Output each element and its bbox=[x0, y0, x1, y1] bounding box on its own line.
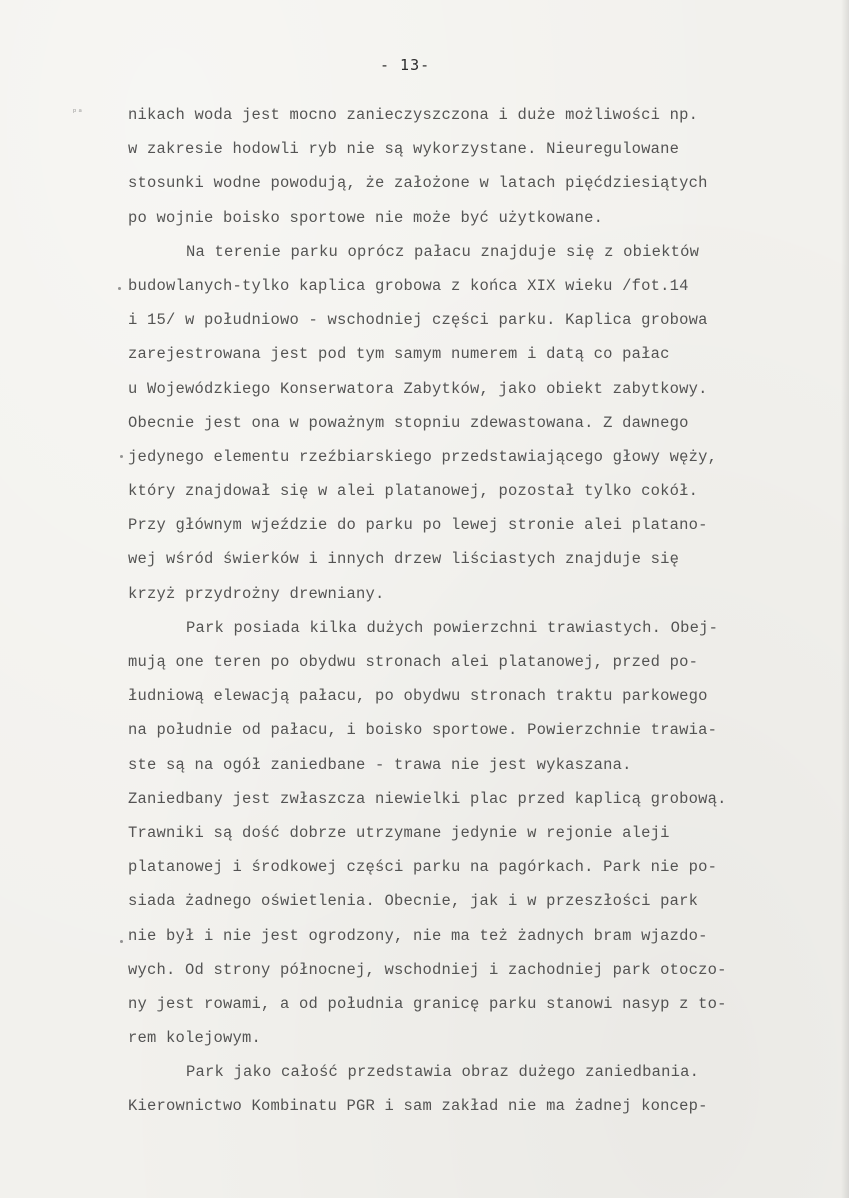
text-line: rem kolejowym. bbox=[128, 1029, 262, 1048]
text-line: Trawniki są dość dobrze utrzymane jedynie w rejonie aleji bbox=[128, 823, 670, 842]
text-line: jedynego elementu rzeźbiarskiego przedstawiającego głowy węży, bbox=[128, 447, 718, 466]
text-line: nie był i nie jest ogrodzony, nie ma też żadnych bram wjazdo- bbox=[128, 926, 708, 945]
margin-note: ᵖᵃ bbox=[72, 108, 83, 118]
text-line: wej wśród świerków i innych drzew liściastych znajduje się bbox=[128, 550, 680, 569]
text-line: po wojnie boisko sportowe nie może być użytkowane. bbox=[128, 208, 604, 227]
text-line: mują one teren po obydwu stronach alei platanowej, przed po- bbox=[128, 653, 699, 671]
text-line: Zaniedbany jest zwłaszcza niewielki plac przed kaplicą grobową. bbox=[128, 789, 727, 808]
text-line: ny jest rowami, a od południa granicę parku stanowi nasyp z to- bbox=[128, 994, 727, 1013]
text-line: Na terenie parku oprócz pałacu znajduje się z obiektów bbox=[186, 242, 700, 261]
text-line: u Wojewódzkiego Konserwatora Zabytków, jako obiekt zabytkowy. bbox=[128, 379, 708, 398]
page-edge-shadow bbox=[841, 0, 849, 1198]
text-line: na południe od pałacu, i boisko sportowe. Powierzchnie trawia- bbox=[128, 721, 718, 740]
text-line: Obecnie jest ona w poważnym stopniu zdewastowana. Z dawnego bbox=[128, 413, 689, 432]
text-line: Park posiada kilka dużych powierzchni trawiastych. Obej- bbox=[186, 618, 719, 637]
text-line: zarejestrowana jest pod tym samym numerem i datą co pałac bbox=[128, 345, 670, 364]
text-line: i 15/ w południowo - wschodniej części parku. Kaplica grobowa bbox=[128, 311, 708, 330]
text-line: stosunki wodne powodują, że założone w latach pięćdziesiątych bbox=[128, 174, 708, 193]
text-line: Przy głównym wjeździe do parku po lewej stronie alei platano- bbox=[128, 516, 708, 535]
text-line: siada żadnego oświetlenia. Obecnie, jak i w przeszłości park bbox=[128, 892, 699, 911]
text-line: Park jako całość przedstawia obraz dużego zaniedbania. bbox=[186, 1063, 700, 1082]
text-line: krzyż przydrożny drewniany. bbox=[128, 584, 385, 603]
margin-dot bbox=[120, 940, 123, 943]
typed-text-body bbox=[128, 98, 808, 1124]
margin-dot bbox=[120, 455, 123, 458]
text-line: w zakresie hodowli ryb nie są wykorzystane. Nieuregulowane bbox=[128, 140, 680, 159]
margin-dot bbox=[118, 287, 121, 290]
text-line: łudniową elewacją pałacu, po obydwu stronach traktu parkowego bbox=[128, 687, 708, 706]
text-line: ste są na ogół zaniedbane - trawa nie jest wykaszana. bbox=[128, 755, 632, 774]
text-line: budowlanych-tylko kaplica grobowa z końca XIX wieku /fot.14 bbox=[128, 276, 689, 295]
text-line: wych. Od strony północnej, wschodniej i zachodniej park otoczo- bbox=[128, 960, 727, 979]
text-line: nikach woda jest mocno zanieczyszczona i duże możliwości np. bbox=[128, 106, 699, 124]
text-line: Kierownictwo Kombinatu PGR i sam zakład nie ma żadnej koncep- bbox=[128, 1097, 708, 1116]
text-line: platanowej i środkowej części parku na pagórkach. Park nie po- bbox=[128, 858, 718, 877]
text-line: który znajdował się w alei platanowej, pozostał tylko cokół. bbox=[128, 482, 699, 501]
page-number: - 13- bbox=[380, 56, 431, 74]
